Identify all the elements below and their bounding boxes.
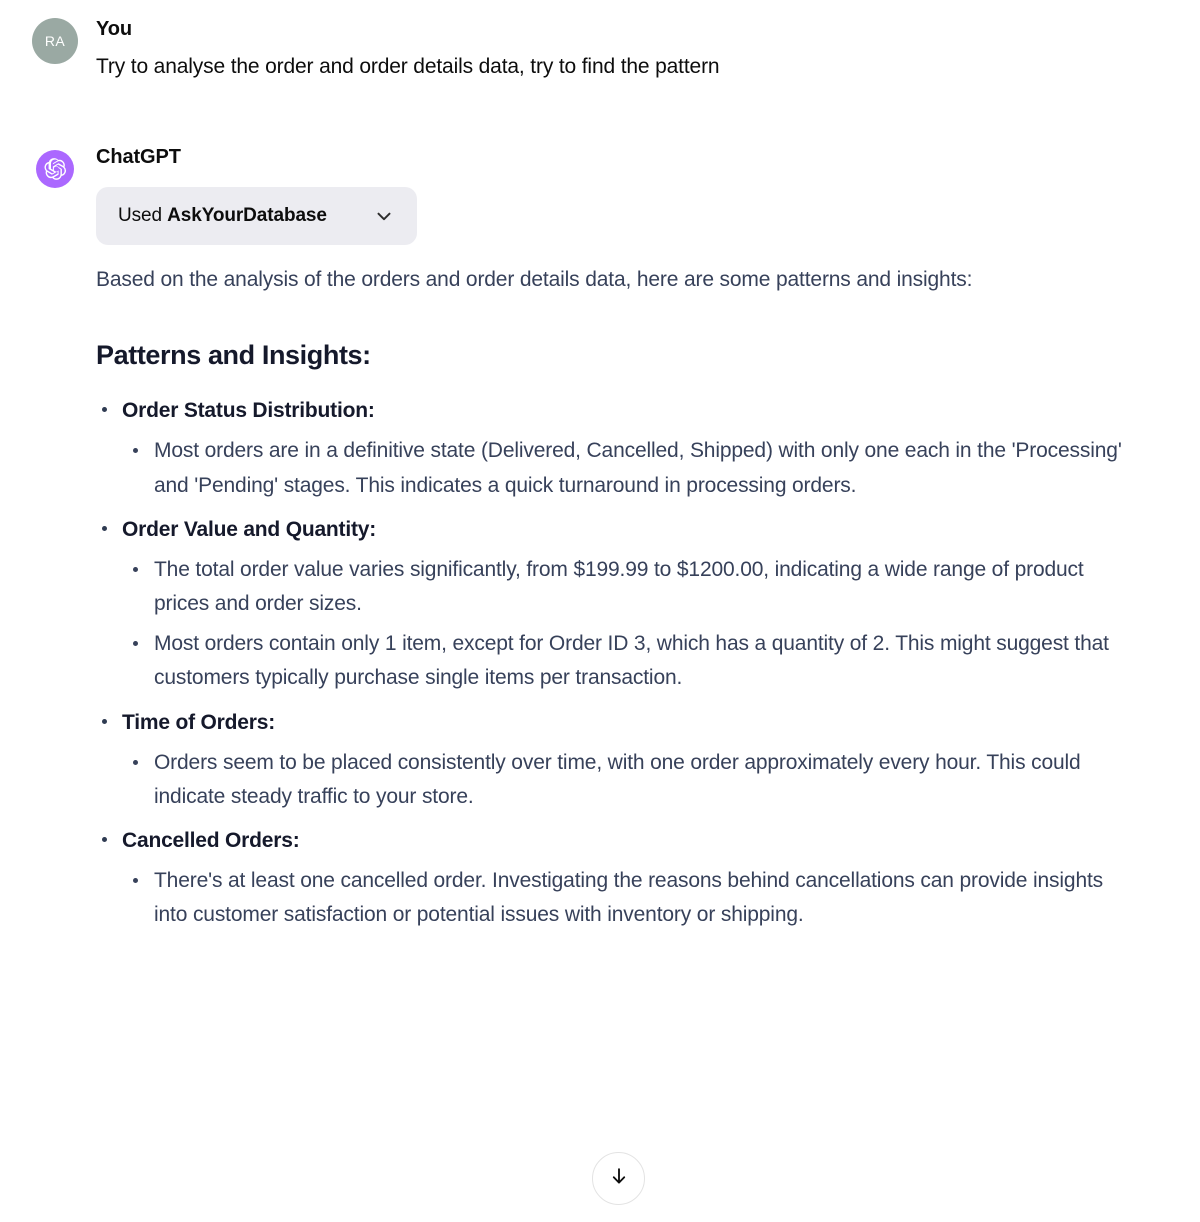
tool-usage-label (118, 205, 327, 227)
insight-sublist (122, 434, 1140, 502)
user-message-body (96, 18, 1200, 84)
chevron-down-icon[interactable] (373, 205, 395, 227)
list-item: Most orders are in a definitive state (Delivered, Cancelled, Shipped) with only one each in the 'Processing' and 'Pending' stages. This indicates a quick turnaround in processing orders. (122, 434, 1140, 502)
list-item: The total order value varies significantly, from $199.99 to $1200.00, indicating a wide range of product prices and order sizes. (122, 553, 1140, 621)
insight-section-title: Time of Orders: (122, 710, 275, 734)
message-author-name: ChatGPT (96, 145, 181, 168)
assistant-avatar-wrap (36, 150, 84, 198)
page-heading: Patterns and Insights: (96, 339, 371, 370)
assistant-message (0, 146, 1200, 933)
insight-section-title: Order Status Distribution: (122, 399, 375, 423)
list-item (96, 513, 1140, 696)
arrow-down-icon (608, 1165, 630, 1192)
assistant-message-body (96, 146, 1200, 933)
avatar: RA (32, 18, 78, 64)
list-item (96, 824, 1140, 932)
list-item: Orders seem to be placed consistently over time, with one order approximately every hour. This could indicate steady traffic to your store. (122, 746, 1140, 814)
message-author-name: You (96, 18, 132, 40)
insight-sublist (122, 864, 1140, 932)
user-avatar-wrap (32, 18, 80, 66)
insight-sublist (122, 746, 1140, 814)
list-item: There's at least one cancelled order. Investigating the reasons behind cancellations can provide insights into customer satisfaction or potential issues with inventory or shipping. (122, 864, 1140, 932)
list-item (96, 394, 1140, 502)
tool-usage-prefix: Used (118, 204, 168, 226)
assistant-intro-paragraph: Based on the analysis of the orders and order details data, here are some patterns and insights: (96, 267, 973, 291)
user-message-text: Try to analyse the order and order details data, try to find the pattern (96, 55, 720, 78)
tool-name: AskYourDatabase (167, 204, 327, 226)
assistant-markdown (96, 263, 1140, 933)
insight-section-title: Order Value and Quantity: (122, 517, 377, 541)
list-item (96, 706, 1140, 814)
tool-usage-card[interactable] (96, 187, 417, 245)
user-message (0, 0, 1200, 84)
openai-logo-icon (36, 150, 74, 188)
insight-section-title: Cancelled Orders: (122, 829, 300, 853)
insights-list (96, 394, 1140, 932)
insight-sublist (122, 553, 1140, 696)
list-item: Most orders contain only 1 item, except for Order ID 3, which has a quantity of 2. This might suggest that customers typically purchase single items per transaction. (122, 627, 1140, 695)
scroll-to-bottom-button[interactable] (592, 1152, 645, 1205)
